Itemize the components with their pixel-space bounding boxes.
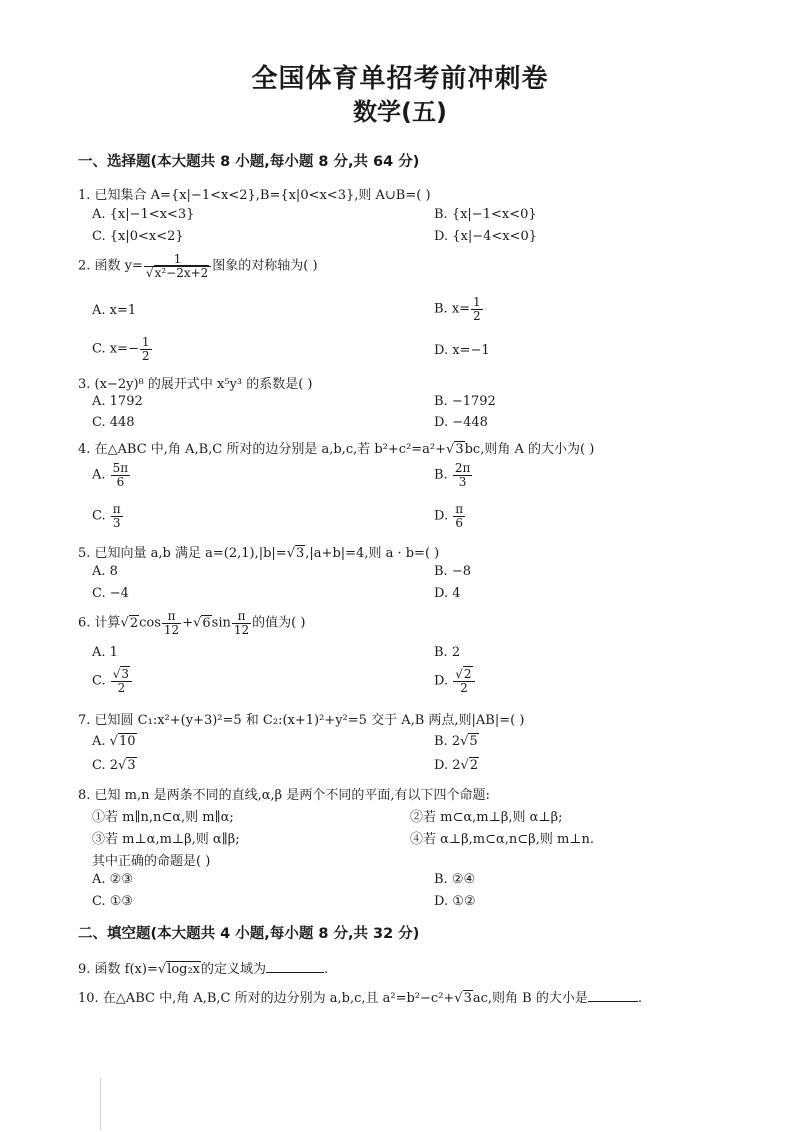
q4-b-label: B. bbox=[434, 467, 448, 483]
q6-f1-num: π bbox=[162, 610, 181, 624]
q8-option-b: B. ②④ bbox=[434, 872, 476, 887]
q4-a-label: A. bbox=[92, 467, 106, 483]
q7-b-sqrt: 5 bbox=[469, 734, 478, 749]
q6-sqrt2: 2 bbox=[129, 615, 139, 631]
q4-c-den: 3 bbox=[112, 515, 121, 530]
q1-option-b: B. {x|−1<x<0} bbox=[434, 207, 537, 222]
q7-c-label: C. 2 bbox=[92, 758, 119, 773]
q5-option-c: C. −4 bbox=[92, 586, 129, 601]
q6-s1: 6. 计算 bbox=[78, 615, 121, 631]
q8-proposition-1: ①若 m∥n,n⊂α,则 m∥α; bbox=[92, 810, 234, 825]
q4-c-label: C. bbox=[92, 508, 106, 524]
q6-d-den: 2 bbox=[460, 680, 468, 695]
section-heading-choice: 一、选择题(本大题共 8 小题,每小题 8 分,共 64 分) bbox=[78, 154, 420, 170]
q4-option-c bbox=[92, 503, 124, 529]
q5-stem-sqrt: 3 bbox=[296, 546, 305, 561]
q7-c-sqrt: 3 bbox=[127, 758, 136, 773]
q8-proposition-4: ④若 α⊥β,m⊂α,n⊂β,则 m⊥n. bbox=[410, 832, 595, 847]
q7-option-a: A. √10 bbox=[92, 734, 136, 749]
q2-suffix: 图象的对称轴为( ) bbox=[212, 258, 318, 274]
q6-sqrt6: 6 bbox=[202, 615, 211, 631]
q6-s4: sin bbox=[211, 615, 231, 631]
q8-stem: 8. 已知 m,n 是两条不同的直线,α,β 是两个不同的平面,有以下四个命题: bbox=[78, 788, 490, 803]
q2-stem bbox=[78, 253, 318, 279]
q6-c-den: 2 bbox=[117, 680, 126, 695]
q7-option-c: C. 2√3 bbox=[92, 758, 136, 773]
q4-option-b bbox=[434, 462, 473, 488]
q7-d-sqrt: 2 bbox=[469, 758, 479, 773]
q6-option-d: D. $\frac{√2}{2}$ bbox=[434, 668, 476, 694]
q6-option-c: C. $\frac{√3}{2}$ bbox=[92, 668, 133, 694]
q4-stem-b: bc,则角 A 的大小为( ) bbox=[464, 442, 595, 457]
q6-c-label: C. bbox=[92, 673, 106, 689]
q9-answer-blank[interactable] bbox=[266, 960, 324, 973]
q7-option-b: B. 2√5 bbox=[434, 734, 478, 749]
q4-d-label: D. bbox=[434, 508, 449, 524]
q3-option-d: D. −448 bbox=[434, 415, 488, 430]
q10-answer-blank[interactable] bbox=[588, 989, 638, 1002]
q2-c-prefix: C. x=− bbox=[92, 341, 139, 357]
q2-prefix: 2. 函数 y= bbox=[78, 258, 143, 274]
q6-f1-den: 12 bbox=[163, 622, 180, 637]
q7-a-label: A. bbox=[92, 734, 106, 749]
q5-stem-a: 5. 已知向量 a,b 满足 a=(2,1),|b|= bbox=[78, 546, 287, 561]
q2-option-d: D. x=−1 bbox=[434, 343, 490, 358]
q2-num: 1 bbox=[144, 253, 211, 267]
q10-stem: 10. 在△ABC 中,角 A,B,C 所对的边分别为 a,b,c,且 a²=b²−c²+√3ac,则角 B 的大小是 . bbox=[78, 991, 642, 1006]
q4-a-num: 5π bbox=[112, 461, 129, 475]
q4-d-den: 6 bbox=[455, 515, 463, 530]
q3-stem: 3. (x−2y)⁸ 的展开式中 x⁵y³ 的系数是( ) bbox=[78, 377, 313, 392]
q4-stem: 4. 在△ABC 中,角 A,B,C 所对的边分别是 a,b,c,若 b²+c²=a²+√3bc,则角 A 的大小为( ) bbox=[78, 442, 595, 457]
q3-option-a: A. 1792 bbox=[92, 394, 143, 409]
q3-option-b: B. −1792 bbox=[434, 394, 496, 409]
q3-option-c: C. 448 bbox=[92, 415, 135, 430]
q4-d-num: π bbox=[455, 502, 464, 516]
q10-end: . bbox=[637, 991, 642, 1006]
q4-a-den: 6 bbox=[116, 474, 125, 489]
q4-option-a bbox=[92, 462, 131, 488]
q6-s2: cos bbox=[139, 615, 161, 631]
q4-stem-a: 4. 在△ABC 中,角 A,B,C 所对的边分别是 a,b,c,若 b²+c²=a²+ bbox=[78, 442, 447, 457]
q5-option-a: A. 8 bbox=[92, 564, 118, 579]
q6-s3: + bbox=[182, 615, 194, 631]
q6-f2-num: π bbox=[232, 610, 251, 624]
q2-option-a: A. x=1 bbox=[92, 303, 137, 318]
section-heading-fill: 二、填空题(本大题共 4 小题,每小题 8 分,共 32 分) bbox=[78, 926, 420, 942]
q8-proposition-2: ②若 m⊂α,m⊥β,则 α⊥β; bbox=[410, 810, 563, 825]
q5-stem-b: ,|a+b|=4,则 a · b=( ) bbox=[305, 546, 440, 561]
page-title: 全国体育单招考前冲刺卷 bbox=[251, 64, 549, 94]
q7-option-d: D. 2√2 bbox=[434, 758, 479, 773]
q1-option-a: A. {x|−1<x<3} bbox=[92, 207, 195, 222]
q7-d-label: D. 2 bbox=[434, 758, 461, 773]
q10-stem-sqrt: 3 bbox=[463, 991, 472, 1006]
q6-option-b: B. 2 bbox=[434, 645, 461, 660]
q10-stem-a: 10. 在△ABC 中,角 A,B,C 所对的边分别为 a,b,c,且 a²=b²−c²+ bbox=[78, 991, 455, 1006]
q7-a-sqrt: 10 bbox=[118, 734, 136, 749]
q2-c-num: 1 bbox=[141, 335, 150, 349]
q7-stem: 7. 已知圆 C₁:x²+(y+3)²=5 和 C₂:(x+1)²+y²=5 交于 A,B 两点,则|AB|=( ) bbox=[78, 713, 525, 728]
q1-option-d: D. {x|−4<x<0} bbox=[434, 229, 538, 244]
q9-stem: 9. 函数 f(x)=√log₂x的定义域为 . bbox=[78, 962, 329, 977]
q6-d-num: 2 bbox=[463, 667, 472, 681]
q8-proposition-3: ③若 m⊥α,m⊥β,则 α∥β; bbox=[92, 832, 240, 847]
q2-b-num: 1 bbox=[473, 295, 481, 309]
binding-margin-line bbox=[100, 1078, 101, 1130]
q5-option-b: B. −8 bbox=[434, 564, 471, 579]
q10-stem-b: ac,则角 B 的大小是 bbox=[472, 991, 588, 1006]
q8-ask: 其中正确的命题是( ) bbox=[92, 854, 211, 869]
q9-suffix: 的定义域为 bbox=[201, 962, 267, 977]
q9-end: . bbox=[324, 962, 329, 977]
q5-stem: 5. 已知向量 a,b 满足 a=(2,1),|b|=√3,|a+b|=4,则 a · b=( ) bbox=[78, 546, 440, 561]
q5-option-d: D. 4 bbox=[434, 586, 461, 601]
q1-option-c: C. {x|0<x<2} bbox=[92, 229, 184, 244]
q4-b-num: 2π bbox=[454, 461, 471, 475]
q4-option-d bbox=[434, 503, 466, 529]
q7-b-label: B. 2 bbox=[434, 734, 461, 749]
page-subtitle: 数学(五) bbox=[353, 98, 447, 126]
q2-b-prefix: B. x= bbox=[434, 301, 471, 317]
q6-c-num: 3 bbox=[121, 667, 130, 681]
q8-option-c: C. ①③ bbox=[92, 894, 134, 909]
q1-stem: 1. 已知集合 A={x|−1<x<2},B={x|0<x<3},则 A∪B=( ) bbox=[78, 188, 431, 203]
q4-c-num: π bbox=[112, 502, 121, 516]
q2-b-den: 2 bbox=[473, 308, 481, 323]
q2-fraction: $\frac{1}{\text{√x²−2x+2}}$ bbox=[144, 253, 211, 279]
q8-option-a: A. ②③ bbox=[92, 872, 133, 887]
q9-prefix: 9. 函数 f(x)= bbox=[78, 962, 158, 977]
q4-b-den: 3 bbox=[458, 474, 467, 489]
q2-c-den: 2 bbox=[141, 348, 150, 363]
q6-f2-den: 12 bbox=[233, 622, 250, 637]
q2-option-c bbox=[92, 336, 153, 362]
q6-stem: 6. 计算√2cos $\frac{\pi}{12}$ +√6sin $\frac{\pi}{12}$ 的值为( ) bbox=[78, 609, 306, 637]
q2-option-b bbox=[434, 296, 484, 322]
q4-stem-sqrt: 3 bbox=[455, 442, 464, 457]
q6-d-label: D. bbox=[434, 673, 449, 689]
q2-den: x²−2x+2 bbox=[154, 265, 209, 280]
q6-s5: 的值为( ) bbox=[252, 615, 306, 631]
q9-sqrt: log₂x bbox=[167, 962, 201, 977]
q8-option-d: D. ①② bbox=[434, 894, 476, 909]
q6-option-a: A. 1 bbox=[92, 645, 118, 660]
